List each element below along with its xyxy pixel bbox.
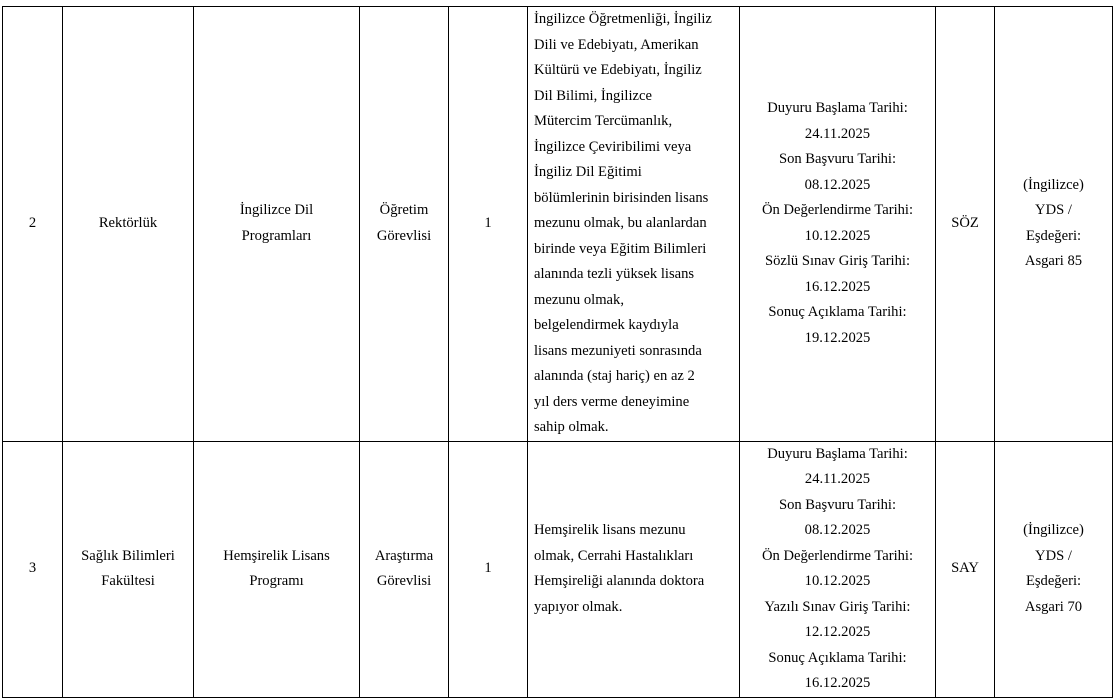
cell-text-line: mezunu olmak, bu alanlardan: [534, 215, 707, 231]
position-cell: [360, 7, 449, 442]
cell-text-line: (İngilizce): [1023, 176, 1084, 193]
dates-cell: [740, 441, 936, 697]
unit-cell: Rektörlük: [63, 7, 194, 442]
cell-text-line: Eşdeğeri:: [1025, 227, 1082, 244]
cell-text-line: İngilizce Çeviribilimi veya: [534, 138, 692, 155]
cell-text-line: (İngilizce): [1023, 522, 1084, 538]
cell-text-line: 08.12.2025: [804, 522, 871, 538]
cell-text-line: yıl ders verme deneyimine: [534, 393, 690, 410]
cell-text-line: Hemşireliği alanında doktora: [534, 573, 705, 589]
count-cell: 1: [449, 441, 528, 697]
program-cell: [194, 441, 360, 697]
cell-text-line: Araştırma: [374, 547, 434, 564]
cell-text-line: Son Başvuru Tarihi:: [778, 496, 897, 513]
cell-text-line: Yazılı Sınav Giriş Tarihi:: [764, 598, 911, 615]
cell-text-line: alanında (staj hariç) en az 2: [534, 368, 695, 384]
cell-text-line: Asgari 85: [1024, 253, 1083, 270]
row-number: 2: [3, 7, 63, 442]
cell-text-line: mezunu olmak,: [534, 291, 624, 308]
cell-text-line: 10.12.2025: [804, 227, 871, 244]
cell-text-line: İngilizce Dil: [239, 202, 314, 219]
cell-text-line: 12.12.2025: [804, 624, 871, 640]
cell-text-line: Eşdeğeri:: [1025, 573, 1082, 589]
cell-text-line: Duyuru Başlama Tarihi:: [767, 445, 908, 462]
cell-text-line: birinde veya Eğitim Bilimleri: [534, 240, 707, 257]
cell-text-line: 19.12.2025: [804, 329, 871, 346]
table-row: [3, 441, 1113, 697]
cell-text-line: Programı: [249, 573, 304, 589]
cell-text-line: alanında tezli yüksek lisans: [534, 266, 695, 282]
cell-text-line: Kültürü ve Edebiyatı, İngiliz: [534, 62, 702, 78]
positions-table: [2, 6, 1113, 698]
cell-text-line: 10.12.2025: [804, 573, 871, 589]
cell-text-line: YDS /: [1035, 547, 1072, 564]
cell-text-line: Dil Bilimi, İngilizce: [534, 87, 652, 104]
cell-text-line: Asgari 70: [1024, 598, 1083, 615]
cell-text-line: Duyuru Başlama Tarihi:: [767, 100, 908, 117]
cell-text-line: bölümlerinin birisinden lisans: [534, 189, 709, 206]
cell-text-line: Ön Değerlendirme Tarihi:: [761, 202, 914, 219]
cell-text-line: lisans mezuniyeti sonrasında: [534, 342, 702, 359]
cell-text-line: sahip olmak.: [534, 419, 609, 435]
requirements-cell: [528, 441, 740, 697]
cell-text-line: İngilizce Öğretmenliği, İngiliz: [534, 11, 712, 27]
score-type-cell: SÖZ: [936, 7, 995, 442]
cell-text-line: Hemşirelik Lisans: [223, 547, 330, 564]
cell-text-line: Sonuç Açıklama Tarihi:: [768, 649, 907, 666]
cell-text-line: olmak, Cerrahi Hastalıkları: [534, 547, 694, 564]
cell-text-line: Fakültesi: [101, 573, 155, 589]
requirements-cell: [528, 7, 740, 442]
language-cell: [995, 441, 1113, 697]
cell-text-line: Hemşirelik lisans mezunu: [534, 522, 686, 538]
cell-text-line: Sağlık Bilimleri: [81, 547, 175, 564]
table-row: [3, 7, 1113, 442]
dates-cell: [740, 7, 936, 442]
count-cell: 1: [449, 7, 528, 442]
unit-cell: [63, 441, 194, 697]
cell-text-line: Sonuç Açıklama Tarihi:: [768, 304, 907, 321]
cell-text-line: 24.11.2025: [804, 125, 871, 142]
cell-text-line: 16.12.2025: [804, 278, 871, 295]
cell-text-line: Sözlü Sınav Giriş Tarihi:: [764, 253, 911, 270]
cell-text-line: belgelendirmek kaydıyla: [534, 317, 679, 333]
cell-text-line: Programları: [241, 227, 312, 244]
cell-text-line: Görevlisi: [376, 227, 432, 244]
language-cell: [995, 7, 1113, 442]
position-cell: [360, 441, 449, 697]
cell-text-line: Ön Değerlendirme Tarihi:: [761, 547, 914, 564]
cell-text-line: YDS /: [1035, 202, 1072, 219]
score-type-cell: SAY: [936, 441, 995, 697]
cell-text-line: Dili ve Edebiyatı, Amerikan: [534, 36, 699, 53]
cell-text-line: Görevlisi: [376, 573, 432, 589]
cell-text-line: yapıyor olmak.: [534, 598, 623, 615]
cell-text-line: 08.12.2025: [804, 176, 871, 193]
cell-text-line: Son Başvuru Tarihi:: [778, 151, 897, 168]
cell-text-line: 24.11.2025: [804, 471, 871, 487]
cell-text-line: İngiliz Dil Eğitimi: [534, 164, 642, 180]
cell-text-line: Mütercim Tercümanlık,: [534, 113, 673, 129]
cell-text-line: Öğretim: [379, 202, 429, 219]
row-number: 3: [3, 441, 63, 697]
program-cell: [194, 7, 360, 442]
cell-text-line: 16.12.2025: [804, 675, 871, 691]
